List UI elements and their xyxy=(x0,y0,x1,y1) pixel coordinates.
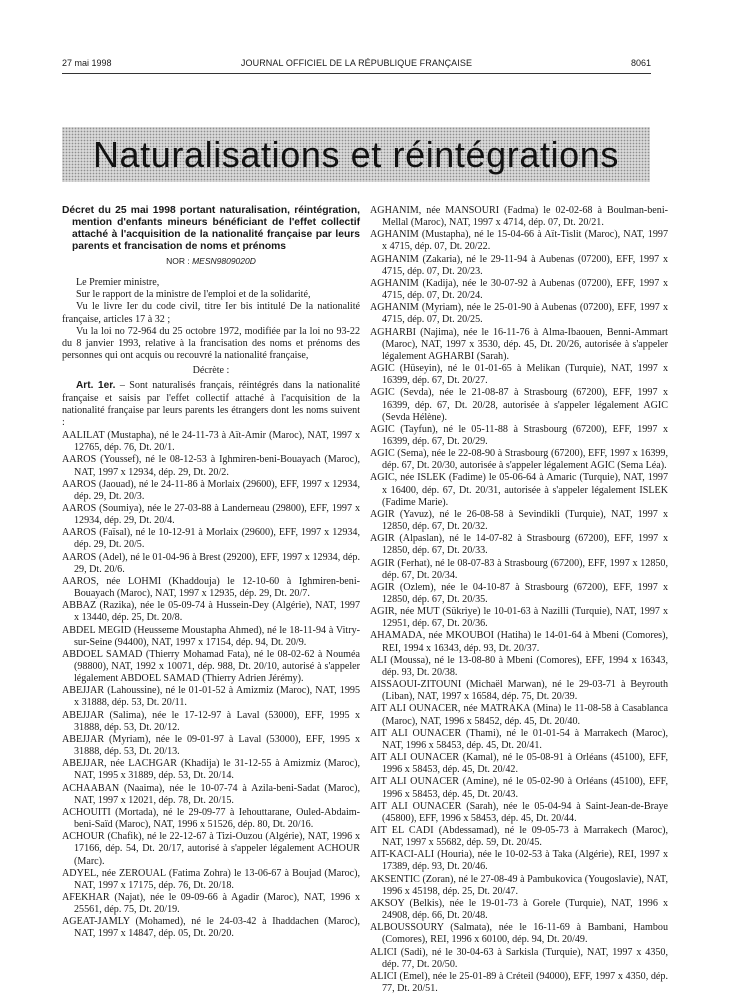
list-item: AKSENTIC (Zoran), né le 27-08-49 à Pambukovica (Yougoslavie), NAT, 1996 x 45198, dép. 25, Dt. 20/47. xyxy=(370,873,668,897)
list-item: ABEJJAR (Myriam), née le 09-01-97 à Laval (53000), EFF, 1995 x 31888, dép. 53, Dt. 20/13. xyxy=(62,733,360,758)
list-item: AGHANIM (Mustapha), né le 15-04-66 à Aït-Tislit (Maroc), NAT, 1997 x 4715, dép. 07, Dt. 20/22. xyxy=(370,229,668,253)
nor-label: NOR : xyxy=(166,256,190,266)
preamble-paragraph: Vu la loi no 72-964 du 25 octobre 1972, modifiée par la loi no 93-22 du 8 janvier 1993, relative à la francisation des noms et prénoms des personnes qui ont acquis ou recouvré la nationalité française, xyxy=(62,325,360,362)
preamble-paragraph: Sur le rapport de la ministre de l'emploi et de la solidarité, xyxy=(76,289,311,301)
list-item: AAROS (Adel), né le 01-04-96 à Brest (29200), EFF, 1997 x 12934, dép. 29, Dt. 20/6. xyxy=(62,551,360,575)
list-item: ABEJJAR, née LACHGAR (Khadija) le 31-12-55 à Amizmiz (Maroc), NAT, 1995 x 31889, dép. 53, Dt. 20/14. xyxy=(62,758,360,782)
list-item: AAROS (Faïsal), né le 10-12-91 à Morlaix (29600), EFF, 1997 x 12934, dép. 29, Dt. 20/5. xyxy=(62,527,360,551)
list-item: AGIR (Ozlem), née le 04-10-87 à Strasbourg (67200), EFF, 1997 x 12850, dép. 67, Dt. 20/35. xyxy=(370,581,668,605)
list-item: AIT-KACI-ALI (Houria), née le 10-02-53 à Taka (Algérie), REI, 1997 x 17389, dép. 93, Dt. 20/46. xyxy=(370,849,668,873)
list-item: AGIC (Sevda), née le 21-08-87 à Strasbourg (67200), EFF, 1997 x 16399, dép. 67, Dt. 20/28, autorisée à s'appeler légalement AGIC (Sevda Hélène). xyxy=(370,387,668,423)
list-item: AFEKHAR (Najat), née le 09-09-66 à Agadir (Maroc), NAT, 1996 x 25561, dép. 75, Dt. 20/19. xyxy=(62,891,360,916)
list-item: AGIC (Hüseyin), né le 01-01-65 à Melikan (Turquie), NAT, 1997 x 16399, dép. 67, Dt. 20/27. xyxy=(370,363,668,387)
header-rule xyxy=(62,73,651,74)
decrete-line: Décrète : xyxy=(192,365,230,377)
list-item: ABEJJAR (Salima), née le 17-12-97 à Laval (53000), EFF, 1995 x 31888, dép. 53, Dt. 20/12. xyxy=(62,709,360,733)
list-item: AIT ALI OUNACER (Sarah), née le 05-04-94 à Saint-Jean-de-Braye (45800), EFF, 1996 x 58453, dép. 45, Dt. 20/44. xyxy=(370,800,668,824)
decree-preamble xyxy=(62,277,360,362)
article-label: Art. 1er. xyxy=(76,380,116,392)
list-item: AIT EL CADI (Abdessamad), né le 09-05-73 à Marrakech (Maroc), NAT, 1997 x 55682, dép. 59, Dt. 20/45. xyxy=(370,824,668,849)
decree-title: Décret du 25 mai 1998 portant naturalisation, réintégration, mention d'enfants mineurs bénéficiant de l'effet collectif attaché à l'acquisition de la nationalité française par leurs parents et francisation de noms et prénoms xyxy=(62,205,360,252)
list-item: AGIR (Ferhat), né le 08-07-83 à Strasbourg (67200), EFF, 1997 x 12850, dép. 67, Dt. 20/34. xyxy=(370,557,668,581)
list-item: AGIC, née ISLEK (Fadime) le 05-06-64 à Amaric (Turquie), NAT, 1997 x 16400, dép. 67, Dt. 20/31, autorisée à s'appeler légalement ISLEK (Fadime Marie). xyxy=(370,472,668,508)
issue-date: 27 mai 1998 xyxy=(62,58,112,68)
right-column xyxy=(370,205,668,995)
list-item: AGHANIM (Zakaria), né le 29-11-94 à Aubenas (07200), EFF, 1997 x 4715, dép. 07, Dt. 20/23. xyxy=(370,253,668,277)
preamble-paragraph: Vu le livre Ier du code civil, titre Ier bis intitulé De la nationalité française, articles 17 à 32 ; xyxy=(62,301,360,325)
section-title: Naturalisations et réintégrations xyxy=(92,133,620,175)
list-item: AALILAT (Mustapha), né le 24-11-73 à Aït-Amir (Maroc), NAT, 1997 x 12765, dép. 76, Dt. 20/1. xyxy=(62,430,360,454)
list-item: AKSOY (Belkis), née le 19-01-73 à Gorele (Turquie), NAT, 1996 x 24908, dép. 66, Dt. 20/48. xyxy=(370,897,668,922)
list-item: AGIR, née MUT (Sükriye) le 10-01-63 à Nazilli (Turquie), NAT, 1997 x 12951, dép. 67, Dt. 20/36. xyxy=(370,606,668,630)
list-item: AAROS (Youssef), né le 08-12-53 à Ighmiren-beni-Bouayach (Maroc), NAT, 1997 x 12934, dép. 29, Dt. 20/2. xyxy=(62,454,360,478)
list-item: AIT ALI OUNACER (Amine), né le 05-02-90 à Orléans (45100), EFF, 1996 x 58453, dép. 45, Dt. 20/43. xyxy=(370,776,668,800)
list-item: AGEAT-JAMLY (Mohamed), né le 24-03-42 à Ihaddachen (Maroc), NAT, 1997 x 14847, dép. 05, Dt. 20/20. xyxy=(62,916,360,940)
page-header xyxy=(62,58,651,72)
nor-code: MESN9809020D xyxy=(192,256,256,266)
list-item: AGHANIM (Myriam), née le 25-01-90 à Aubenas (07200), EFF, 1997 x 4715, dép. 07, Dt. 20/25. xyxy=(370,302,668,326)
list-item: ABEJJAR (Lahoussine), né le 01-01-52 à Amizmiz (Maroc), NAT, 1995 x 31888, dép. 53, Dt. 20/11. xyxy=(62,685,360,709)
list-item: AAROS (Jaouad), né le 24-11-86 à Morlaix (29600), EFF, 1997 x 12934, dép. 29, Dt. 20/3. xyxy=(62,478,360,502)
list-item: AHAMADA, née MKOUBOI (Hatiha) le 14-01-64 à Mbeni (Comores), REI, 1994 x 16343, dép. 93, Dt. 20/37. xyxy=(370,630,668,654)
list-item: ABBAZ (Razika), née le 05-09-74 à Hussein-Dey (Algérie), NAT, 1997 x 13440, dép. 25, Dt. 20/8. xyxy=(62,600,360,624)
list-item: AAROS, née LOHMI (Khaddouja) le 12-10-60 à Ighmiren-beni-Bouayach (Maroc), NAT, 1997 x 12935, dép. 29, Dt. 20/7. xyxy=(62,575,360,600)
list-item: AGHANIM (Kadija), née le 30-07-92 à Aubenas (07200), EFF, 1997 x 4715, dép. 07, Dt. 20/24. xyxy=(370,277,668,302)
preamble-paragraph: Le Premier ministre, xyxy=(76,277,160,289)
list-item: ACHAABAN (Naaima), née le 10-07-74 à Azila-beni-Sadat (Maroc), NAT, 1997 x 12021, dép. 78, Dt. 20/15. xyxy=(62,782,360,806)
list-item: ACHOUITI (Mortada), né le 29-09-77 à Iehouttarane, Ouled-Abdaim-beni-Saïd (Maroc), NAT, 1996 x 51526, dép. 80, Dt. 20/16. xyxy=(62,806,360,831)
list-item: ALICI (Emel), née le 25-01-89 à Créteil (94000), EFF, 1997 x 4350, dép. 77, Dt. 20/51. xyxy=(370,970,668,994)
entry-list-right xyxy=(370,205,668,995)
list-item: ALBOUSSOURY (Salmata), née le 16-11-69 à Bambani, Hambou (Comores), REI, 1996 x 60100, dép. 94, Dt. 20/49. xyxy=(370,922,668,946)
list-item: AGIC (Tayfun), né le 05-11-88 à Strasbourg (67200), EFF, 1997 x 16399, dép. 67, Dt. 20/29. xyxy=(370,423,668,447)
list-item: ABDOEL SAMAD (Thierry Mohamad Fata), né le 08-02-62 à Nouméa (98800), NAT, 1992 x 10071, dép. 988, Dt. 20/10, autorisé à s'appeler légalement ABDOEL SAMAD (Thierry Adrien Jérémy). xyxy=(62,648,360,685)
list-item: ALI (Moussa), né le 13-08-80 à Mbeni (Comores), EFF, 1994 x 16343, dép. 93, Dt. 20/38. xyxy=(370,654,668,678)
nor-reference xyxy=(62,255,360,267)
list-item: AGIC (Sema), née le 22-08-90 à Strasbourg (67200), EFF, 1997 x 16399, dép. 67, Dt. 20/30, autorisée à s'appeler légalement AGIC (Sema Léa). xyxy=(370,448,668,472)
journal-title: JOURNAL OFFICIEL DE LA RÉPUBLIQUE FRANÇAISE xyxy=(240,58,473,68)
list-item: AGHARBI (Najima), née le 16-11-76 à Alma-Ibaouen, Benni-Ammart (Maroc), NAT, 1997 x 3530, dép. 45, Dt. 20/26, autorisée à s'appeler légalement AGHARBI (Sarah). xyxy=(370,326,668,362)
list-item: ADYEL, née ZEROUAL (Fatima Zohra) le 13-06-67 à Boujad (Maroc), NAT, 1997 x 17175, dép. 76, Dt. 20/18. xyxy=(62,867,360,891)
list-item: AGIR (Alpaslan), né le 14-07-82 à Strasbourg (67200), EFF, 1997 x 12850, dép. 67, Dt. 20/33. xyxy=(370,533,668,557)
article-one xyxy=(62,380,360,429)
page-number: 8061 xyxy=(630,58,651,68)
list-item: ALICI (Sadi), né le 30-04-63 à Sarkisla (Turquie), NAT, 1997 x 4350, dép. 77, Dt. 20/50. xyxy=(370,946,668,970)
list-item: AIT ALI OUNACER (Thami), né le 01-01-54 à Marrakech (Maroc), NAT, 1996 x 58453, dép. 45, Dt. 20/41. xyxy=(370,727,668,751)
list-item: AGHANIM, née MANSOURI (Fadma) le 02-02-68 à Boulman-beni-Mellal (Maroc), NAT, 1997 x 4714, dép. 07, Dt. 20/21. xyxy=(370,205,668,229)
left-column xyxy=(62,205,360,941)
list-item: ABDEL MEGID (Heusseme Moustapha Ahmed), né le 18-11-94 à Vitry-sur-Seine (94400), NAT, 1997 x 17154, dép. 94, Dt. 20/9. xyxy=(62,624,360,648)
section-banner xyxy=(62,127,650,182)
list-item: AIT ALI OUNACER, née MATRAKA (Mina) le 11-08-58 à Casablanca (Maroc), NAT, 1996 x 58452, dép. 45, Dt. 20/40. xyxy=(370,703,668,727)
entry-list-left xyxy=(62,430,360,941)
article-text: – Sont naturalisés français, réintégrés dans la nationalité française et saisis par l'effet collectif attaché à l'acquisition de la nationalité française par leurs parents les étrangers dont les noms suivent : xyxy=(62,380,360,428)
list-item: AAROS (Soumiya), née le 27-03-88 à Landerneau (29800), EFF, 1997 x 12934, dép. 29, Dt. 20/4. xyxy=(62,502,360,527)
list-item: AISSAOUI-ZITOUNI (Michaël Marwan), né le 29-03-71 à Beyrouth (Liban), NAT, 1997 x 16584, dép. 75, Dt. 20/39. xyxy=(370,679,668,703)
list-item: AGIR (Yavuz), né le 26-08-58 à Sevindikli (Turquie), NAT, 1997 x 12850, dép. 67, Dt. 20/32. xyxy=(370,508,668,533)
list-item: AIT ALI OUNACER (Kamal), né le 05-08-91 à Orléans (45100), EFF, 1996 x 58453, dép. 45, Dt. 20/42. xyxy=(370,752,668,776)
list-item: ACHOUR (Chafik), né le 22-12-67 à Tizi-Ouzou (Algérie), NAT, 1996 x 17166, dép. 54, Dt. 20/17, autorisé à s'appeler légalement ACHOUR (Marc). xyxy=(62,831,360,867)
